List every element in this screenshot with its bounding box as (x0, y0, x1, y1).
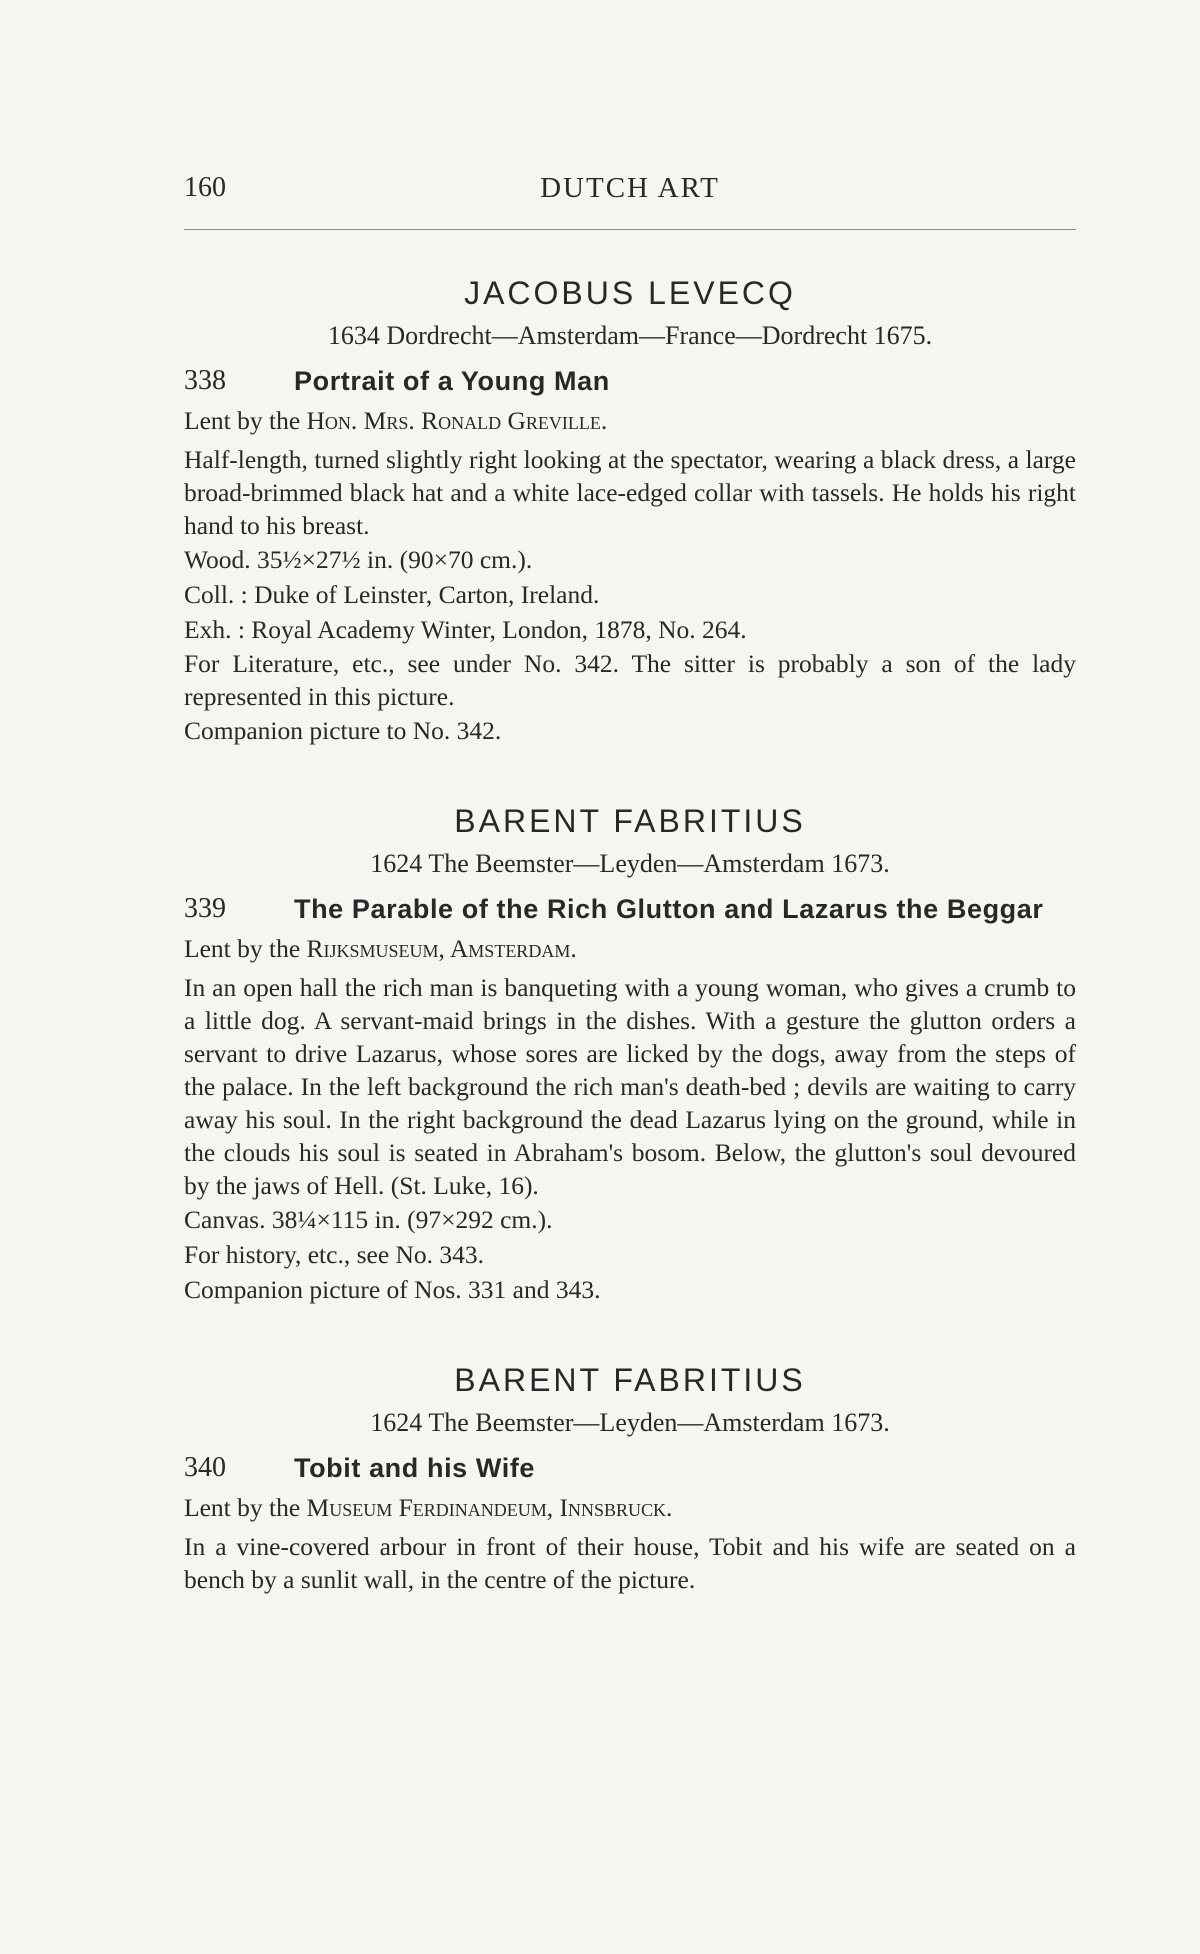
artist-name: BARENT FABRITIUS (454, 803, 806, 839)
medium-dimensions: Canvas. 38¼×115 in. (97×292 cm.). (184, 1205, 553, 1234)
lender-name: Rijksmuseum, Amsterdam. (306, 934, 577, 963)
description: In an open hall the rich man is banqueting with a young woman, who gives a crumb to a little dog. A servant-maid brings in the dishes. With a gesture the glutton orders a servant to drive Lazarus, whose sores are licked by the dogs, away from the steps of the palace. In the left background the rich man's death-bed ; devils are waiting to carry away his soul. In the right background the dead Lazarus lying on the ground, while in the clouds his soul is seated in Abraham's bosom. Below, the glutton's soul devoured by the jaws of Hell. (St. Luke, 16). (184, 973, 1076, 1200)
lender-name: Museum Ferdinandeum, Innsbruck. (306, 1493, 673, 1522)
running-head (184, 172, 1076, 212)
companion-note: Companion picture to No. 342. (184, 716, 502, 745)
artist-dates: 1624 The Beemster—Leyden—Amsterdam 1673. (370, 849, 890, 878)
lender-line (184, 932, 1076, 965)
entry-heading (184, 362, 1076, 400)
lender-prefix: Lent by the (184, 934, 307, 963)
entry-title: Tobit and his Wife (294, 1453, 536, 1483)
page-number: 160 (184, 172, 226, 203)
artist-section (184, 270, 1076, 748)
literature-note: For Literature, etc., see under No. 342. The sitter is probably a son of the lady represented in this picture. (184, 649, 1076, 711)
page-content (184, 270, 1076, 1596)
running-title: DUTCH ART (540, 172, 720, 204)
lender-prefix: Lent by the (184, 406, 307, 435)
entry-number: 340 (184, 1452, 226, 1483)
collection: Coll. : Duke of Leinster, Carton, Ireland. (184, 580, 600, 609)
description: Half-length, turned slightly right looking at the spectator, wearing a black dress, a large broad-brimmed black hat and a white lace-edged collar with tassels. He holds his right hand to his breast. (184, 445, 1076, 540)
lender-line (184, 404, 1076, 437)
artist-name: BARENT FABRITIUS (454, 1362, 806, 1398)
lender-line (184, 1491, 1076, 1524)
entry-heading (184, 1449, 1076, 1487)
lender-name: Hon. Mrs. Ronald Greville. (306, 406, 608, 435)
lender-prefix: Lent by the (184, 1493, 307, 1522)
entry-title: Portrait of a Young Man (294, 366, 610, 396)
entry-number: 338 (184, 365, 226, 396)
companion-note: Companion picture of Nos. 331 and 343. (184, 1275, 601, 1304)
description: In a vine-covered arbour in front of their house, Tobit and his wife are seated on a bench by a sunlit wall, in the centre of the picture. (184, 1532, 1076, 1594)
artist-name: JACOBUS LEVECQ (464, 275, 796, 311)
artist-dates: 1634 Dordrecht—Amsterdam—France—Dordrecht 1675. (327, 321, 933, 350)
medium-dimensions: Wood. 35½×27½ in. (90×70 cm.). (184, 545, 533, 574)
history-note: For history, etc., see No. 343. (184, 1240, 485, 1269)
entry-heading (184, 890, 1076, 928)
entry-number: 339 (184, 893, 226, 924)
exhibited: Exh. : Royal Academy Winter, London, 1878, No. 264. (184, 615, 747, 644)
artist-section (184, 798, 1076, 1307)
artist-section (184, 1357, 1076, 1596)
artist-dates: 1624 The Beemster—Leyden—Amsterdam 1673. (370, 1408, 890, 1437)
header-rule (184, 229, 1076, 230)
entry-title: The Parable of the Rich Glutton and Lazarus the Beggar (294, 894, 1044, 924)
